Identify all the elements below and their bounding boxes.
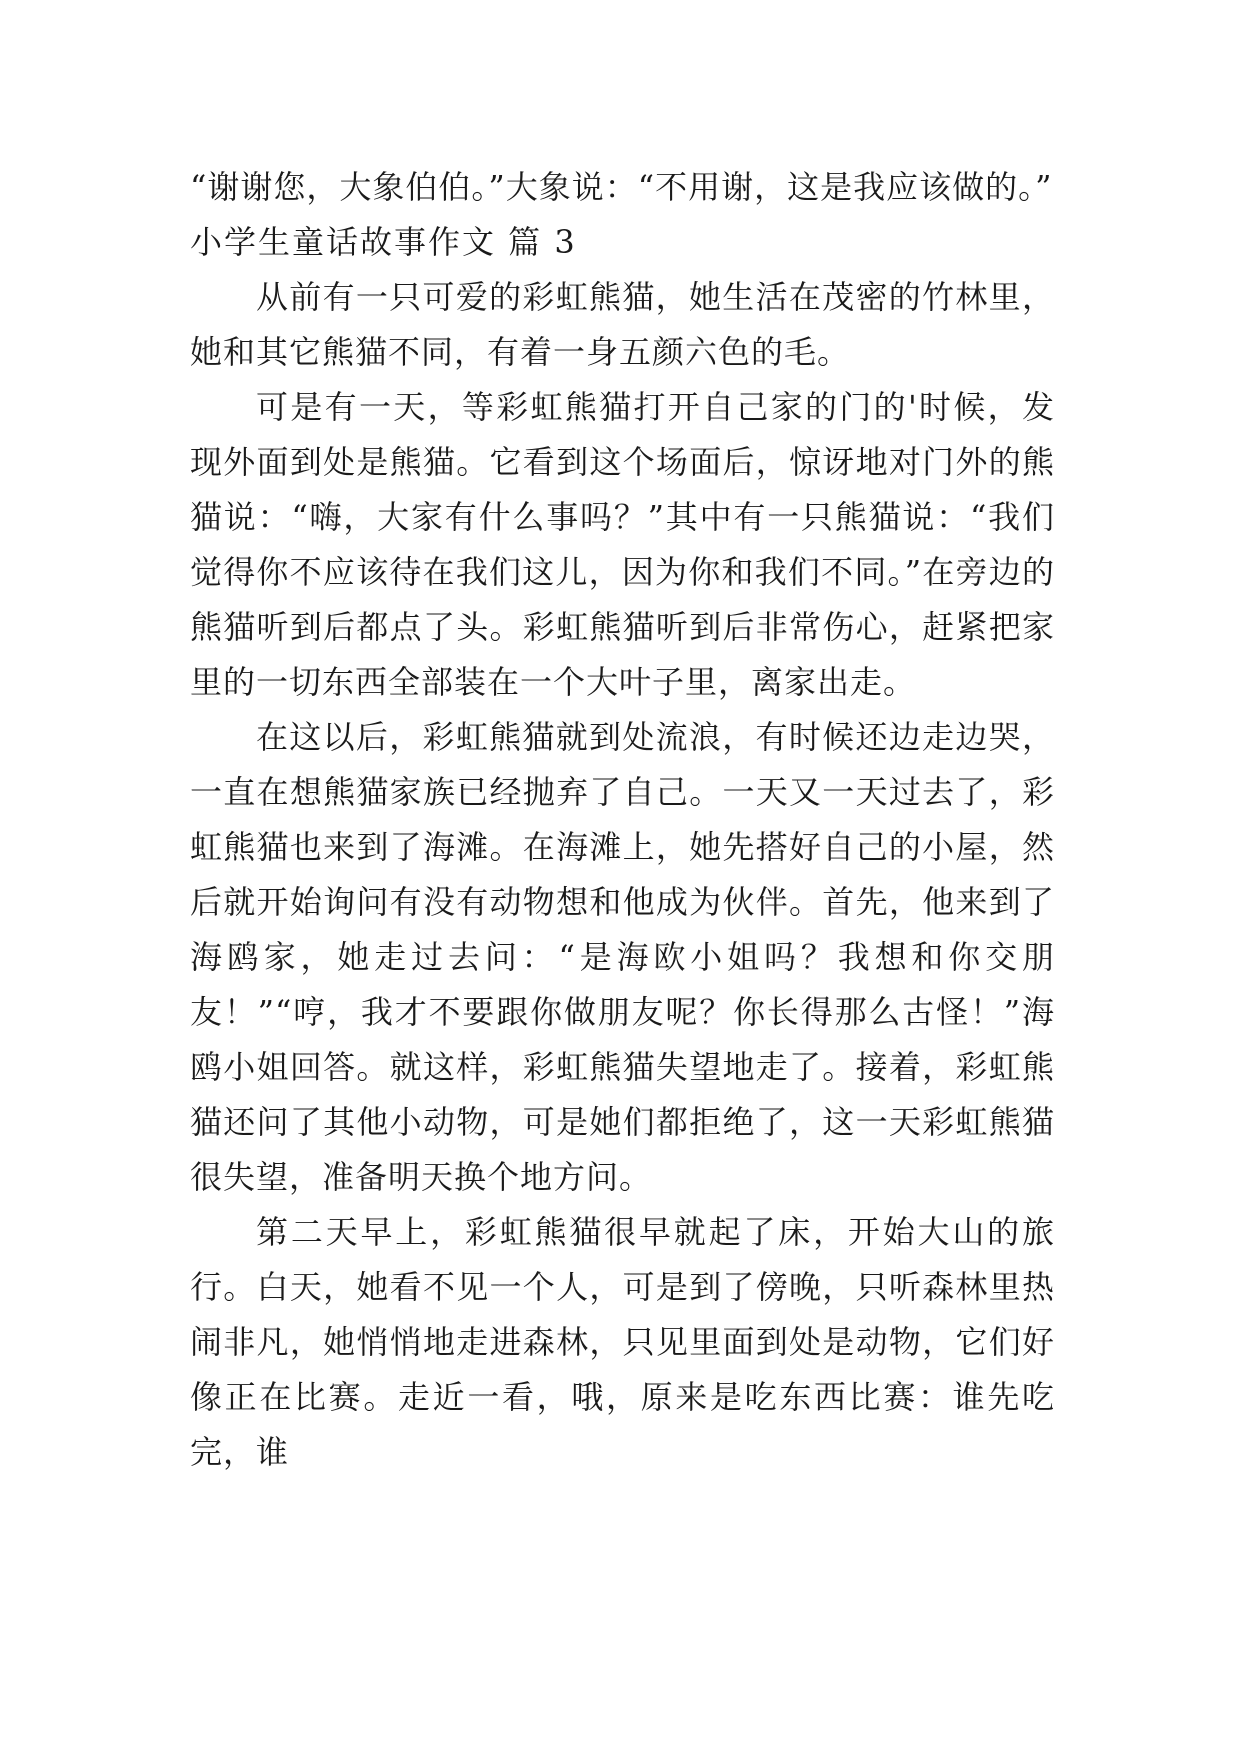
section-heading: 小学生童话故事作文 篇 3 <box>190 223 577 261</box>
paragraph-continued: “谢谢您，大象伯伯。”大象说：“不用谢，这是我应该做的。” <box>190 168 1053 206</box>
paragraph-1: 从前有一只可爱的彩虹熊猫，她生活在茂密的竹林里，她和其它熊猫不同，有着一身五颜六色的毛。 <box>190 278 1055 371</box>
paragraph-2: 可是有一天，等彩虹熊猫打开自己家的门的'时候，发现外面到处是熊猫。它看到这个场面后，惊讶地对门外的熊猫说：“嗨，大家有什么事吗？”其中有一只熊猫说：“我们觉得你不应该待在我们这儿，因为你和我们不同。”在旁边的熊猫听到后都点了头。彩虹熊猫听到后非常伤心，赶紧把家里的一切东西全部装在一个大叶子里，离家出走。 <box>190 388 1055 701</box>
paragraph-4: 第二天早上，彩虹熊猫很早就起了床，开始大山的旅行。白天，她看不见一个人，可是到了傍晚，只听森林里热闹非凡，她悄悄地走进森林，只见里面到处是动物，它们好像正在比赛。走近一看，哦，原来是吃东西比赛：谁先吃完，谁 <box>190 1213 1055 1471</box>
document-page <box>190 160 1055 1480</box>
paragraph-3: 在这以后，彩虹熊猫就到处流浪，有时候还边走边哭，一直在想熊猫家族已经抛弃了自己。一天又一天过去了，彩虹熊猫也来到了海滩。在海滩上，她先搭好自己的小屋，然后就开始询问有没有动物想和他成为伙伴。首先，他来到了海鸥家，她走过去问：“是海欧小姐吗？我想和你交朋友！”“哼，我才不要跟你做朋友呢？你长得那么古怪！”海鸥小姐回答。就这样，彩虹熊猫失望地走了。接着，彩虹熊猫还问了其他小动物，可是她们都拒绝了，这一天彩虹熊猫很失望，准备明天换个地方问。 <box>190 718 1055 1196</box>
